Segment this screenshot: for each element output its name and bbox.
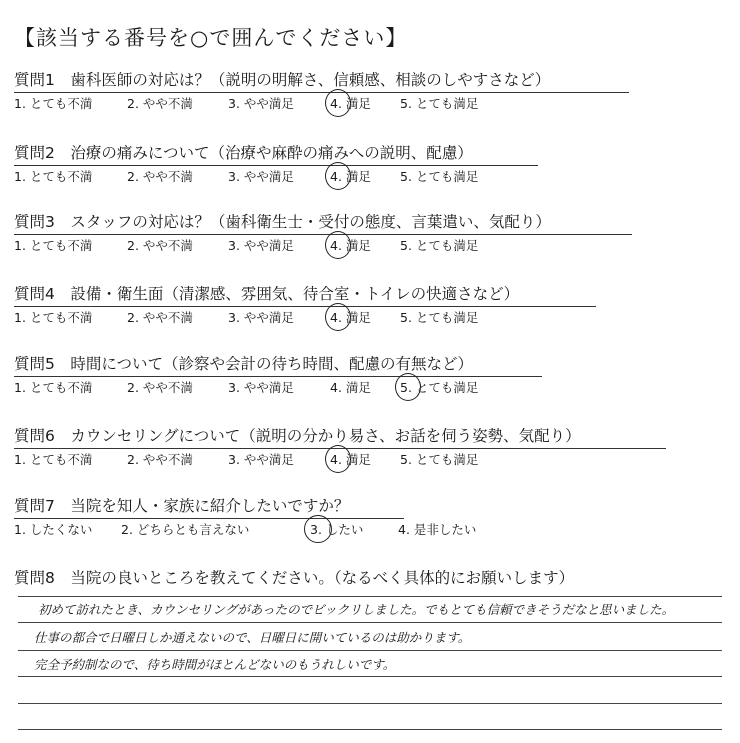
option-1[interactable]: 1. したくない xyxy=(14,522,93,537)
option-5[interactable]: 5. とても満足 xyxy=(400,169,479,184)
question-underline xyxy=(14,92,629,93)
option-1[interactable]: 1. とても不満 xyxy=(14,452,93,467)
option-3[interactable]: 3. やや満足 xyxy=(228,169,294,184)
option-3[interactable]: 3. やや満足 xyxy=(228,310,294,325)
option-4[interactable]: 4. 満足 xyxy=(330,310,371,325)
question-3-text: 質問3 スタッフの対応は？（歯科衛生士・受付の態度、言葉遣い、気配り） xyxy=(14,213,551,231)
selection-circle xyxy=(325,162,351,190)
question-underline xyxy=(14,376,542,377)
option-3[interactable]: 3. やや満足 xyxy=(228,452,294,467)
question-6-text: 質問6 カウンセリングについて（説明の分かり易さ、お話を伺う姿勢、気配り） xyxy=(14,427,581,445)
option-2[interactable]: 2. やや不満 xyxy=(127,452,193,467)
question-5 xyxy=(14,354,479,395)
question-underline xyxy=(14,306,596,307)
answer-rule xyxy=(18,596,722,597)
question-3 xyxy=(14,212,551,253)
question-4-text: 質問4 設備・衛生面（清潔感、雰囲気、待合室・トイレの快適さなど） xyxy=(14,285,520,303)
question-5-text: 質問5 時間について（診察や会計の待ち時間、配慮の有無など） xyxy=(14,355,474,373)
handwritten-answer-line: 完全予約制なので、待ち時間がほとんどないのもうれしいです。 xyxy=(34,657,396,672)
option-5[interactable]: 5. とても満足 xyxy=(400,310,479,325)
question-underline xyxy=(14,234,632,235)
option-2[interactable]: 2. やや不満 xyxy=(127,310,193,325)
question-7-text: 質問7 当院を知人・家族に紹介したいですか？ xyxy=(14,497,350,515)
option-3[interactable]: 3. やや満足 xyxy=(228,380,294,395)
option-3[interactable]: 3. やや満足 xyxy=(228,238,294,253)
handwritten-answer-line: 初めて訪れたとき、カウンセリングがあったのでビックリしました。でもとても信頼できそうだなと思いました。 xyxy=(38,602,675,617)
option-4[interactable]: 4. 満足 xyxy=(330,169,371,184)
option-1[interactable]: 1. とても不満 xyxy=(14,96,93,111)
option-1[interactable]: 1. とても不満 xyxy=(14,238,93,253)
option-2[interactable]: 2. どちらとも言えない xyxy=(121,522,250,537)
selection-circle xyxy=(325,89,351,117)
question-1 xyxy=(14,70,551,111)
selection-circle xyxy=(325,231,351,259)
selection-circle xyxy=(325,303,351,331)
option-4[interactable]: 4. 満足 xyxy=(330,238,371,253)
option-1[interactable]: 1. とても不満 xyxy=(14,380,93,395)
question-4 xyxy=(14,284,520,325)
question-8-text: 質問8 当院の良いところを教えてください。（なるべく具体的にお願いします） xyxy=(14,569,575,587)
answer-rule xyxy=(18,650,722,651)
option-5[interactable]: 5. とても満足 xyxy=(400,238,479,253)
option-4[interactable]: 4. 是非したい xyxy=(398,522,477,537)
option-1[interactable]: 1. とても不満 xyxy=(14,310,93,325)
question-underline xyxy=(14,165,538,166)
question-2-text: 質問2 治療の痛みについて（治療や麻酔の痛みへの説明、配慮） xyxy=(14,144,473,162)
question-7 xyxy=(14,496,477,537)
selection-circle xyxy=(304,515,332,543)
option-2[interactable]: 2. やや不満 xyxy=(127,169,193,184)
option-2[interactable]: 2. やや不満 xyxy=(127,380,193,395)
option-4[interactable]: 4. 満足 xyxy=(330,96,371,111)
answer-rule xyxy=(18,703,722,704)
option-4[interactable]: 4. 満足 xyxy=(330,380,371,395)
question-1-text: 質問1 歯科医師の対応は？（説明の明解さ、信頼感、相談のしやすさなど） xyxy=(14,71,551,89)
question-6 xyxy=(14,426,581,467)
question-underline xyxy=(14,518,404,519)
option-2[interactable]: 2. やや不満 xyxy=(127,96,193,111)
option-4[interactable]: 4. 満足 xyxy=(330,452,371,467)
option-5[interactable]: 5. とても満足 xyxy=(400,452,479,467)
form-title: 【該当する番号を○で囲んでください】 xyxy=(14,26,408,50)
selection-circle xyxy=(325,445,351,473)
handwritten-answer-line: 仕事の都合で日曜日しか通えないので、日曜日に開いているのは助かります。 xyxy=(34,630,471,645)
option-5[interactable]: 5. とても満足 xyxy=(400,380,479,395)
option-3[interactable]: 3. したい xyxy=(310,522,364,537)
question-2 xyxy=(14,143,479,184)
selection-circle xyxy=(395,373,421,401)
answer-rule xyxy=(18,729,722,730)
answer-rule xyxy=(18,676,722,677)
option-1[interactable]: 1. とても不満 xyxy=(14,169,93,184)
option-5[interactable]: 5. とても満足 xyxy=(400,96,479,111)
option-2[interactable]: 2. やや不満 xyxy=(127,238,193,253)
answer-rule xyxy=(18,622,722,623)
option-3[interactable]: 3. やや満足 xyxy=(228,96,294,111)
